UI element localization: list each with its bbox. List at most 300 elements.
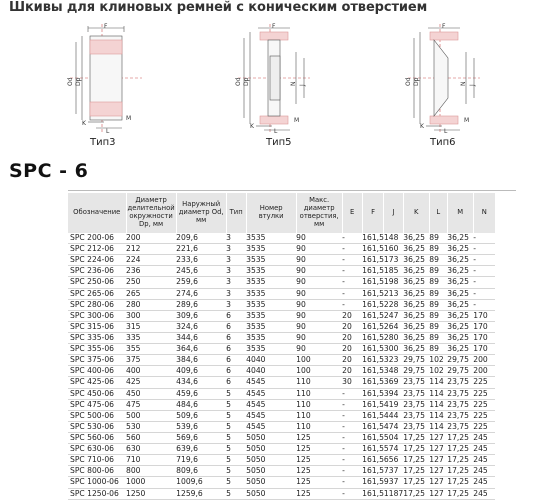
cell-m: 17,25 <box>447 444 473 455</box>
dim-l: L <box>274 128 278 134</box>
cell-f: 161,5 <box>362 421 384 431</box>
cell-pitch-diameter: 425 <box>126 377 176 388</box>
table-row <box>68 233 495 244</box>
cell-bushing-number: 3535 <box>246 266 296 277</box>
cell-e: - <box>342 477 362 488</box>
col-max-bore: Макс. диаметр отверстия, мм <box>296 193 342 233</box>
cell-max-bore: 90 <box>296 277 342 288</box>
cell-k: 36,25 <box>403 277 429 288</box>
cell-max-bore: 100 <box>296 355 342 366</box>
cell-k: 36,25 <box>403 233 429 244</box>
table-row <box>68 288 495 299</box>
cell-m: 36,25 <box>447 321 473 332</box>
cell-outer-diameter: 245,6 <box>176 266 226 277</box>
table-row <box>68 455 495 466</box>
col-e: E <box>342 193 362 233</box>
cell-m: 23,75 <box>447 421 473 432</box>
cell-f: 161,5 <box>362 377 384 387</box>
pulley-diagram-type3 <box>66 22 146 134</box>
table-body <box>68 233 495 499</box>
cell-j: 937 <box>384 477 403 488</box>
cell-e: 20 <box>342 332 362 343</box>
cell-e: - <box>342 255 362 266</box>
cell-j: 228 <box>384 299 403 310</box>
cell-k: 36,25 <box>403 288 429 299</box>
cell-m: 36,25 <box>447 233 473 244</box>
cell-max-bore: 90 <box>296 288 342 299</box>
cell-outer-diameter: 509,6 <box>176 410 226 421</box>
cell-max-bore: 90 <box>296 233 342 244</box>
cell-pitch-diameter: 236 <box>126 266 176 277</box>
cell-pitch-diameter: 800 <box>126 466 176 477</box>
cell-m: 36,25 <box>447 266 473 277</box>
cell-k: 17,25 <box>403 477 429 488</box>
cell-bushing-number: 3535 <box>246 332 296 343</box>
cell-designation: SPC 800-06 <box>68 466 126 477</box>
col-bushing-number: Номер втулки <box>246 193 296 233</box>
cell-j: 394 <box>384 388 403 399</box>
cell-n: 225 <box>473 377 495 388</box>
cell-l: 127 <box>429 488 447 499</box>
cell-outer-diameter: 274,6 <box>176 288 226 299</box>
cell-outer-diameter: 569,6 <box>176 432 226 443</box>
spec-table <box>68 193 496 500</box>
cell-max-bore: 100 <box>296 366 342 377</box>
cell-pitch-diameter: 560 <box>126 432 176 443</box>
cell-l: 89 <box>429 321 447 332</box>
cell-l: 127 <box>429 466 447 477</box>
cell-m: 23,75 <box>447 410 473 421</box>
cell-j: 198 <box>384 277 403 288</box>
cell-l: 127 <box>429 477 447 488</box>
cell-m: 36,25 <box>447 332 473 343</box>
cell-pitch-diameter: 375 <box>126 355 176 366</box>
table-row <box>68 310 495 321</box>
cell-bushing-number: 4545 <box>246 421 296 432</box>
cell-n: 225 <box>473 399 495 410</box>
cell-designation: SPC 375-06 <box>68 355 126 366</box>
cell-f: 161,5 <box>362 233 384 243</box>
cell-outer-diameter: 344,6 <box>176 332 226 343</box>
cell-e: - <box>342 444 362 455</box>
cell-designation: SPC 425-06 <box>68 377 126 388</box>
cell-k: 29,75 <box>403 366 429 377</box>
cell-designation: SPC 450-06 <box>68 388 126 399</box>
dim-od: Od <box>235 77 242 86</box>
cell-m: 23,75 <box>447 388 473 399</box>
page-title: Шкивы для клиновых ремней с коническим отверстием <box>9 0 428 15</box>
table-row <box>68 255 495 266</box>
cell-j: 160 <box>384 244 403 255</box>
col-f: F <box>362 193 384 233</box>
cell-l: 114 <box>429 421 447 432</box>
cell-k: 17,25 <box>403 488 429 499</box>
cell-e: - <box>342 455 362 466</box>
cell-bushing-number: 5050 <box>246 432 296 443</box>
cell-designation: SPC 335-06 <box>68 332 126 343</box>
cell-j: 280 <box>384 332 403 343</box>
cell-l: 127 <box>429 432 447 443</box>
cell-j: 369 <box>384 377 403 388</box>
cell-m: 36,25 <box>447 288 473 299</box>
cell-n: - <box>473 255 495 266</box>
pulley-diagram-type5 <box>234 22 314 134</box>
pulley-drawing-type5 <box>234 22 314 134</box>
cell-n: 245 <box>473 432 495 443</box>
cell-pitch-diameter: 265 <box>126 288 176 299</box>
cell-pitch-diameter: 200 <box>126 233 176 244</box>
cell-n: 170 <box>473 310 495 321</box>
cell-n: 245 <box>473 455 495 466</box>
dim-j: J <box>299 84 306 86</box>
cell-e: - <box>342 432 362 443</box>
cell-bushing-number: 4545 <box>246 399 296 410</box>
cell-designation: SPC 355-06 <box>68 344 126 355</box>
cell-type: 5 <box>226 421 246 432</box>
table-row <box>68 366 495 377</box>
cell-max-bore: 125 <box>296 432 342 443</box>
cell-type: 6 <box>226 366 246 377</box>
cell-type: 5 <box>226 455 246 466</box>
cell-k: 17,25 <box>403 455 429 466</box>
cell-outer-diameter: 539,6 <box>176 421 226 432</box>
cell-designation: SPC 560-06 <box>68 432 126 443</box>
pulley-diagram-type6 <box>404 22 484 134</box>
cell-l: 114 <box>429 388 447 399</box>
cell-e: - <box>342 299 362 310</box>
cell-type: 5 <box>226 477 246 488</box>
cell-f: 161,5 <box>362 444 384 454</box>
cell-j: 247 <box>384 310 403 321</box>
cell-e: - <box>342 288 362 299</box>
cell-type: 6 <box>226 310 246 321</box>
cell-l: 127 <box>429 455 447 466</box>
cell-bushing-number: 3535 <box>246 321 296 332</box>
cell-outer-diameter: 409,6 <box>176 366 226 377</box>
cell-l: 89 <box>429 288 447 299</box>
cell-designation: SPC 265-06 <box>68 288 126 299</box>
cell-j: 264 <box>384 321 403 332</box>
cell-l: 89 <box>429 233 447 244</box>
cell-k: 36,25 <box>403 332 429 343</box>
cell-outer-diameter: 289,6 <box>176 299 226 310</box>
cell-m: 36,25 <box>447 244 473 255</box>
dim-f: F <box>104 23 108 30</box>
table-row <box>68 488 495 499</box>
cell-m: 17,25 <box>447 488 473 499</box>
cell-f: 161,5 <box>362 399 384 409</box>
cell-e: - <box>342 410 362 421</box>
cell-designation: SPC 530-06 <box>68 421 126 432</box>
cell-outer-diameter: 209,6 <box>176 233 226 244</box>
pulley-drawing-type6 <box>404 22 484 134</box>
cell-max-bore: 90 <box>296 321 342 332</box>
cell-f: 161,5 <box>362 333 384 343</box>
cell-max-bore: 110 <box>296 388 342 399</box>
cell-n: - <box>473 233 495 244</box>
cell-max-bore: 125 <box>296 455 342 466</box>
col-l: L <box>429 193 447 233</box>
cell-bushing-number: 3535 <box>246 277 296 288</box>
cell-n: 200 <box>473 355 495 366</box>
cell-f: 161,5 <box>362 244 384 254</box>
cell-e: - <box>342 488 362 499</box>
cell-outer-diameter: 309,6 <box>176 310 226 321</box>
table-row <box>68 421 495 432</box>
cell-k: 36,25 <box>403 299 429 310</box>
cell-k: 36,25 <box>403 310 429 321</box>
cell-l: 89 <box>429 277 447 288</box>
cell-j: 737 <box>384 466 403 477</box>
cell-n: 245 <box>473 477 495 488</box>
col-designation: Обозначение <box>68 193 126 233</box>
cell-e: - <box>342 466 362 477</box>
cell-bushing-number: 4545 <box>246 377 296 388</box>
cell-max-bore: 125 <box>296 444 342 455</box>
cell-designation: SPC 1000-06 <box>68 477 126 488</box>
cell-bushing-number: 5050 <box>246 488 296 499</box>
cell-l: 89 <box>429 310 447 321</box>
cell-f: 161,5 <box>362 366 384 376</box>
cell-bushing-number: 3535 <box>246 299 296 310</box>
cell-e: - <box>342 399 362 410</box>
cell-k: 17,25 <box>403 444 429 455</box>
cell-type: 3 <box>226 277 246 288</box>
cell-designation: SPC 300-06 <box>68 310 126 321</box>
cell-max-bore: 90 <box>296 244 342 255</box>
cell-pitch-diameter: 530 <box>126 421 176 432</box>
cell-m: 23,75 <box>447 399 473 410</box>
cell-type: 6 <box>226 355 246 366</box>
dim-l: L <box>106 128 110 134</box>
table-row <box>68 410 495 421</box>
dim-dp: Dp <box>75 77 82 86</box>
cell-f: 161,5 <box>362 355 384 365</box>
cell-k: 17,25 <box>403 466 429 477</box>
cell-f: 161,5 <box>362 344 384 354</box>
cell-f: 161,5 <box>362 277 384 287</box>
cell-f: 161,5 <box>362 433 384 443</box>
cell-m: 36,25 <box>447 255 473 266</box>
cell-n: - <box>473 266 495 277</box>
cell-n: - <box>473 244 495 255</box>
cell-l: 114 <box>429 410 447 421</box>
cell-pitch-diameter: 630 <box>126 444 176 455</box>
cell-bushing-number: 4545 <box>246 388 296 399</box>
cell-n: - <box>473 299 495 310</box>
cell-designation: SPC 200-06 <box>68 233 126 244</box>
cell-pitch-diameter: 475 <box>126 399 176 410</box>
cell-e: - <box>342 388 362 399</box>
pulley-drawing-type3 <box>66 22 146 134</box>
cell-outer-diameter: 809,6 <box>176 466 226 477</box>
cell-outer-diameter: 221,6 <box>176 244 226 255</box>
cell-j: 419 <box>384 399 403 410</box>
cell-f: 161,5 <box>362 310 384 320</box>
cell-f: 161,5 <box>362 288 384 298</box>
cell-bushing-number: 3535 <box>246 233 296 244</box>
cell-n: 225 <box>473 421 495 432</box>
cell-n: 245 <box>473 444 495 455</box>
col-pitch-diameter: Диаметр делительной окружности Dp, мм <box>126 193 176 233</box>
cell-type: 3 <box>226 266 246 277</box>
cell-m: 17,25 <box>447 455 473 466</box>
table-row <box>68 344 495 355</box>
cell-k: 29,75 <box>403 355 429 366</box>
cell-bushing-number: 5050 <box>246 466 296 477</box>
cell-k: 23,75 <box>403 410 429 421</box>
col-type: Тип <box>226 193 246 233</box>
cell-outer-diameter: 324,6 <box>176 321 226 332</box>
cell-l: 114 <box>429 399 447 410</box>
cell-pitch-diameter: 500 <box>126 410 176 421</box>
cell-outer-diameter: 1009,6 <box>176 477 226 488</box>
cell-m: 29,75 <box>447 355 473 366</box>
cell-designation: SPC 1250-06 <box>68 488 126 499</box>
cell-outer-diameter: 719,6 <box>176 455 226 466</box>
dim-f: F <box>272 23 276 30</box>
series-title: SPC - 6 <box>9 160 89 182</box>
cell-bushing-number: 4545 <box>246 410 296 421</box>
cell-l: 89 <box>429 344 447 355</box>
cell-f: 161,5 <box>362 466 384 476</box>
cell-designation: SPC 400-06 <box>68 366 126 377</box>
cell-n: 225 <box>473 410 495 421</box>
cell-outer-diameter: 434,6 <box>176 377 226 388</box>
cell-f: 161,5 <box>362 266 384 276</box>
cell-pitch-diameter: 355 <box>126 344 176 355</box>
cell-j: 504 <box>384 432 403 443</box>
cell-outer-diameter: 233,6 <box>176 255 226 266</box>
cell-max-bore: 110 <box>296 399 342 410</box>
col-j: J <box>384 193 403 233</box>
cell-designation: SPC 500-06 <box>68 410 126 421</box>
cell-bushing-number: 5050 <box>246 455 296 466</box>
cell-j: 574 <box>384 444 403 455</box>
cell-j: 323 <box>384 355 403 366</box>
cell-max-bore: 90 <box>296 255 342 266</box>
cell-m: 17,25 <box>447 466 473 477</box>
cell-max-bore: 110 <box>296 377 342 388</box>
cell-n: 170 <box>473 321 495 332</box>
table-row <box>68 355 495 366</box>
cell-e: 20 <box>342 321 362 332</box>
cell-n: 225 <box>473 388 495 399</box>
dim-f: F <box>442 23 446 30</box>
cell-max-bore: 125 <box>296 488 342 499</box>
cell-m: 17,25 <box>447 432 473 443</box>
dim-od: Od <box>67 77 74 86</box>
cell-type: 6 <box>226 321 246 332</box>
cell-max-bore: 90 <box>296 332 342 343</box>
cell-max-bore: 90 <box>296 299 342 310</box>
cell-k: 36,25 <box>403 255 429 266</box>
cell-e: 30 <box>342 377 362 388</box>
dim-k: K <box>250 123 254 130</box>
cell-pitch-diameter: 224 <box>126 255 176 266</box>
cell-j: 148 <box>384 233 403 244</box>
cell-designation: SPC 212-06 <box>68 244 126 255</box>
cell-j: 348 <box>384 366 403 377</box>
cell-j: 444 <box>384 410 403 421</box>
cell-designation: SPC 710-06 <box>68 455 126 466</box>
dim-l: L <box>444 128 448 134</box>
cell-pitch-diameter: 300 <box>126 310 176 321</box>
cell-designation: SPC 315-06 <box>68 321 126 332</box>
cell-pitch-diameter: 335 <box>126 332 176 343</box>
cell-k: 23,75 <box>403 421 429 432</box>
cell-pitch-diameter: 315 <box>126 321 176 332</box>
cell-k: 23,75 <box>403 399 429 410</box>
cell-type: 5 <box>226 466 246 477</box>
cell-pitch-diameter: 710 <box>126 455 176 466</box>
cell-designation: SPC 236-06 <box>68 266 126 277</box>
cell-bushing-number: 3535 <box>246 310 296 321</box>
cell-type: 3 <box>226 288 246 299</box>
table-header-row <box>68 193 495 233</box>
cell-type: 6 <box>226 344 246 355</box>
cell-max-bore: 125 <box>296 477 342 488</box>
cell-outer-diameter: 364,6 <box>176 344 226 355</box>
cell-j: 213 <box>384 288 403 299</box>
cell-k: 36,25 <box>403 344 429 355</box>
cell-pitch-diameter: 450 <box>126 388 176 399</box>
table-row <box>68 299 495 310</box>
cell-f: 161,5 <box>362 410 384 420</box>
dim-m: M <box>126 115 132 122</box>
cell-bushing-number: 3535 <box>246 344 296 355</box>
cell-outer-diameter: 459,6 <box>176 388 226 399</box>
cell-designation: SPC 224-06 <box>68 255 126 266</box>
cell-l: 89 <box>429 332 447 343</box>
type6-label: Тип6 <box>430 137 456 148</box>
cell-pitch-diameter: 400 <box>126 366 176 377</box>
table-row <box>68 444 495 455</box>
cell-max-bore: 90 <box>296 266 342 277</box>
dim-j: J <box>469 84 476 86</box>
cell-outer-diameter: 1259,6 <box>176 488 226 499</box>
cell-pitch-diameter: 250 <box>126 277 176 288</box>
cell-outer-diameter: 484,6 <box>176 399 226 410</box>
cell-pitch-diameter: 1000 <box>126 477 176 488</box>
cell-f: 161,5 <box>362 299 384 309</box>
cell-e: 20 <box>342 344 362 355</box>
cell-bushing-number: 4040 <box>246 366 296 377</box>
cell-f: 161,5 <box>362 388 384 398</box>
cell-type: 3 <box>226 233 246 244</box>
cell-l: 114 <box>429 377 447 388</box>
cell-j: 656 <box>384 455 403 466</box>
table-row <box>68 388 495 399</box>
cell-type: 3 <box>226 244 246 255</box>
cell-e: - <box>342 421 362 432</box>
cell-j: 474 <box>384 421 403 432</box>
cell-f: 161,5 <box>362 488 384 498</box>
cell-k: 23,75 <box>403 377 429 388</box>
cell-bushing-number: 3535 <box>246 288 296 299</box>
cell-m: 17,25 <box>447 477 473 488</box>
cell-n: 170 <box>473 344 495 355</box>
cell-designation: SPC 250-06 <box>68 277 126 288</box>
cell-bushing-number: 5050 <box>246 477 296 488</box>
col-n: N <box>473 193 495 233</box>
cell-l: 89 <box>429 299 447 310</box>
cell-e: 20 <box>342 366 362 377</box>
cell-f: 161,5 <box>362 477 384 487</box>
dim-n: N <box>290 81 297 86</box>
cell-n: 245 <box>473 466 495 477</box>
cell-n: 200 <box>473 366 495 377</box>
